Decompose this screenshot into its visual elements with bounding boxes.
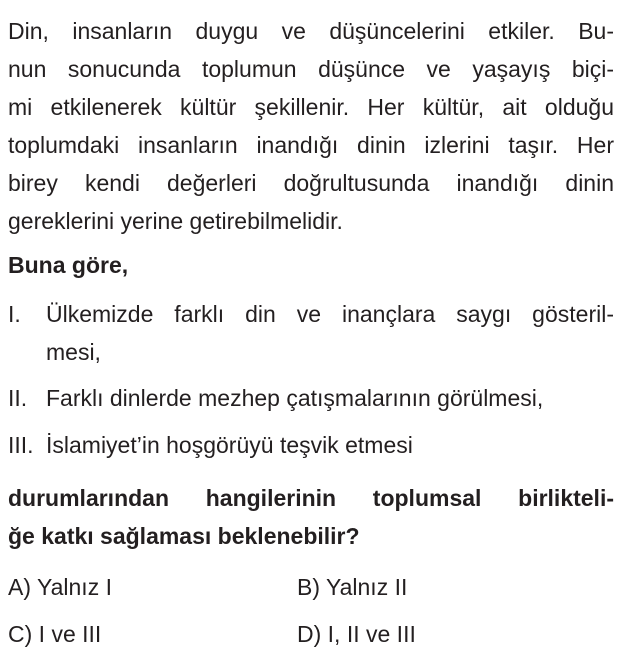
option-d[interactable]: D) I, II ve III [297,621,416,647]
paragraph-line-1: Din, insanların duygu ve düşüncelerini etkiler. Bu- [8,18,614,44]
question-line-2: ğe katkı sağlaması beklenebilir? [8,523,360,549]
item-2-line-1: Farklı dinlerde mezhep çatışmalarının görülmesi, [46,385,544,411]
item-3-number: III. [8,432,34,458]
paragraph-line-5: birey kendi değerleri doğrultusunda inandığı dinin [8,170,614,196]
item-1-number: I. [8,301,21,327]
option-c[interactable]: C) I ve III [8,621,102,647]
item-1-line-2: mesi, [46,339,101,365]
option-b[interactable]: B) Yalnız II [297,574,408,600]
question-line-1: durumlarından hangilerinin toplumsal birlikteli- [8,485,614,511]
paragraph-line-4: toplumdaki insanların inandığı dinin izlerini taşır. Her [8,132,614,158]
paragraph-line-6: gereklerini yerine getirebilmelidir. [8,208,343,234]
paragraph-line-3: mi etkilenerek kültür şekillenir. Her kültür, ait olduğu [8,94,614,120]
lead-text: Buna göre, [8,252,129,278]
item-2-number: II. [8,385,28,411]
option-a[interactable]: A) Yalnız I [8,574,112,600]
paragraph-line-2: nun sonucunda toplumun düşünce ve yaşayış biçi- [8,56,614,82]
item-3-line-1: İslamiyet’in hoşgörüyü teşvik etmesi [46,432,413,458]
item-1-line-1: Ülkemizde farklı din ve inançlara saygı gösteril- [46,301,614,327]
